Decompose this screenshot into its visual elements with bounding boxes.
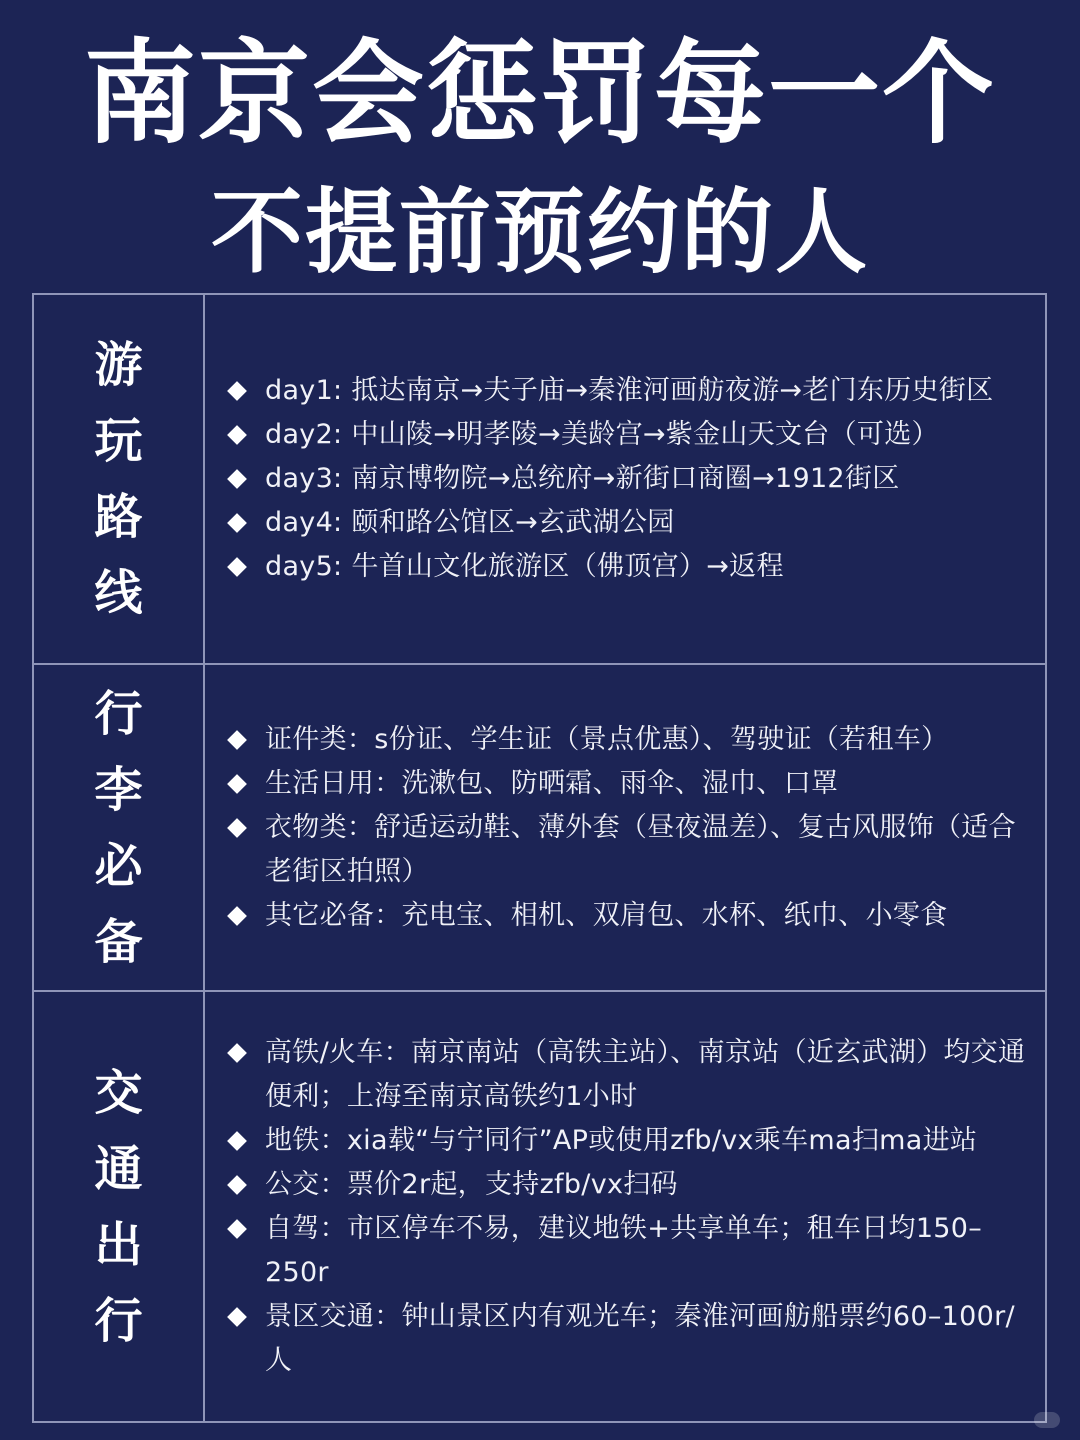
list-item (219, 413, 1041, 457)
diamond-bullet-icon (219, 1031, 255, 1075)
list-item-text: 高铁/火车：南京南站（高铁主站）、南京站（近玄武湖）均交通便利；上海至南京高铁约1小时 (265, 1036, 1026, 1112)
list-item-text: day5: 牛首山文化旅游区（佛顶宫）→返程 (265, 551, 784, 582)
list-item-text: 地铁：xia载“与宁同行”AP或使用zfb/vx乘车ma扫ma进站 (265, 1124, 978, 1156)
list-item (219, 1031, 1041, 1119)
list-item (219, 369, 1041, 413)
list-item (219, 1163, 1041, 1207)
section-content-packing (219, 665, 1041, 990)
diamond-bullet-icon (219, 413, 255, 457)
diamond-bullet-icon (219, 545, 255, 589)
diamond-bullet-icon (219, 457, 255, 501)
list-item (219, 762, 1041, 806)
section-label-itinerary (34, 295, 205, 663)
list-item-text: 公交：票价2r起，支持zfb/vx扫码 (265, 1168, 678, 1200)
header (0, 0, 1080, 292)
section-itinerary (34, 295, 1045, 663)
section-label-transport (34, 992, 205, 1421)
section-label-packing (34, 665, 205, 990)
list-item (219, 1295, 1041, 1383)
list-item-text: day1: 抵达南京→夫子庙→秦淮河画舫夜游→老门东历史街区 (265, 375, 994, 406)
diamond-bullet-icon (219, 1207, 255, 1251)
section-label-char: 行 (94, 1292, 143, 1349)
list-item (219, 457, 1041, 501)
list-item-text: 生活日用：洗漱包、防晒霜、雨伞、湿巾、口罩 (265, 767, 839, 799)
list-item-text: day3: 南京博物院→总统府→新街口商圈→1912街区 (265, 463, 900, 494)
section-label-char: 交 (94, 1064, 143, 1121)
list-item (219, 894, 1041, 938)
list-item (219, 718, 1041, 762)
diamond-bullet-icon (219, 1119, 255, 1163)
section-label-char: 必 (94, 837, 143, 894)
diamond-bullet-icon (219, 1163, 255, 1207)
section-packing (34, 663, 1045, 990)
section-label-char: 行 (94, 685, 143, 742)
watermark-icon (1034, 1412, 1060, 1428)
section-label-char: 路 (94, 489, 143, 545)
list-item (219, 1207, 1041, 1295)
section-content-itinerary (219, 295, 1041, 663)
list-item (219, 545, 1041, 589)
list-item-text: 衣物类：舒适运动鞋、薄外套（昼夜温差）、复古风服饰（适合老街区拍照） (265, 811, 1016, 887)
section-label-char: 游 (94, 337, 143, 393)
list-item-text: 景区交通：钟山景区内有观光车；秦淮河画舫船票约60–100r/人 (265, 1300, 1015, 1376)
diamond-bullet-icon (219, 894, 255, 938)
diamond-bullet-icon (219, 806, 255, 850)
section-transport (34, 990, 1045, 1421)
diamond-bullet-icon (219, 1295, 255, 1339)
diamond-bullet-icon (219, 501, 255, 545)
section-label-char: 李 (94, 761, 143, 818)
diamond-bullet-icon (219, 762, 255, 806)
list-item-text: 其它必备：充电宝、相机、双肩包、水杯、纸巾、小零食 (265, 899, 948, 931)
list-item-text: day2: 中山陵→明孝陵→美龄宫→紫金山天文台（可选） (265, 419, 939, 450)
list-item-text: day4: 颐和路公馆区→玄武湖公园 (265, 507, 675, 538)
page-title-line-2: 不提前预约的人 (210, 179, 869, 286)
section-label-char: 出 (94, 1216, 143, 1273)
diamond-bullet-icon (219, 369, 255, 413)
section-label-char: 玩 (94, 413, 143, 469)
info-table (32, 293, 1047, 1423)
section-label-char: 通 (94, 1140, 143, 1197)
list-item-text: 自驾：市区停车不易，建议地铁+共享单车；租车日均150–250r (265, 1212, 983, 1288)
diamond-bullet-icon (219, 718, 255, 762)
page-title-line-1: 南京会惩罚每一个 (84, 29, 996, 159)
section-label-char: 线 (94, 565, 143, 621)
list-item (219, 501, 1041, 545)
list-item-text: 证件类：s份证、学生证（景点优惠）、驾驶证（若租车） (265, 723, 949, 755)
section-content-transport (219, 992, 1041, 1421)
list-item (219, 806, 1041, 894)
section-label-char: 备 (94, 913, 143, 970)
list-item (219, 1119, 1041, 1163)
